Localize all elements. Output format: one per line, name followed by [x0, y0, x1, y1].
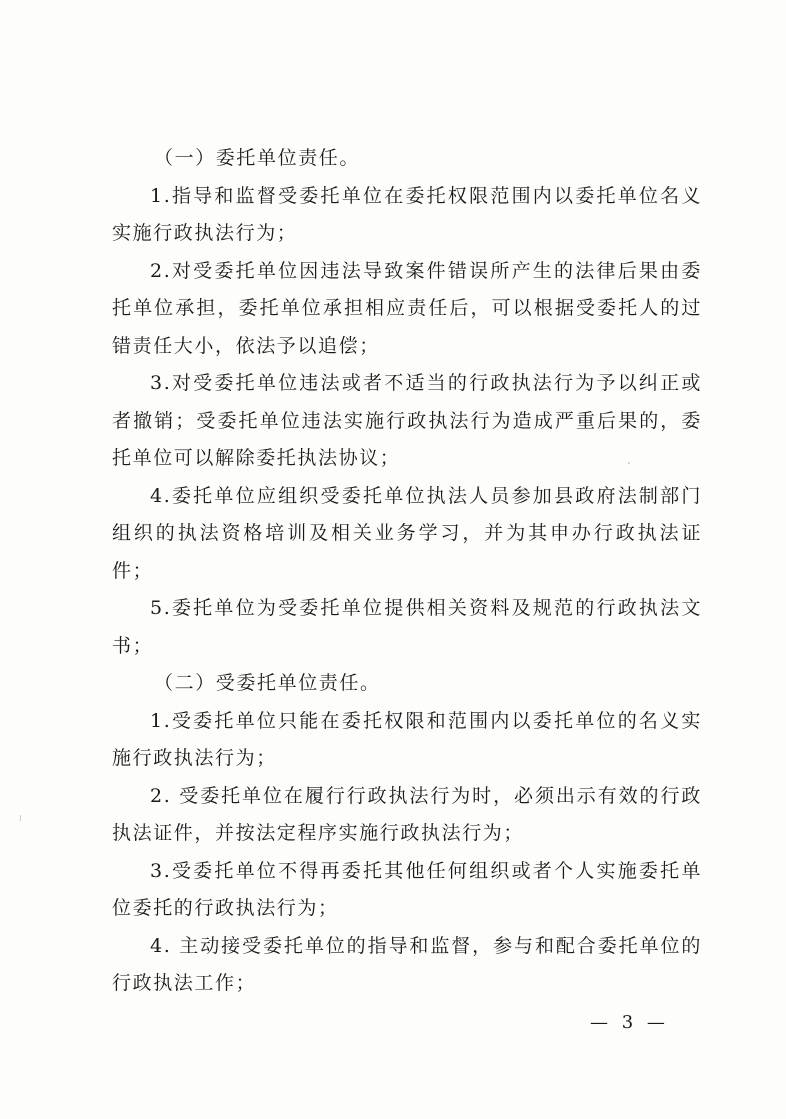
- scan-speck: [20, 815, 21, 821]
- section1-item-1: 1.指导和监督受委托单位在委托权限范围内以委托单位名义实施行政执法行为；: [112, 184, 702, 244]
- section1-item-2: 2.对受委托单位因违法导致案件错误所产生的法律后果由委托单位承担，委托单位承担相应责任后，可以根据受委托人的过错责任大小，依法予以追偿；: [112, 259, 702, 357]
- section-heading-1: （一）委托单位责任。: [154, 147, 361, 169]
- section1-item-5: 5.委托单位为受委托单位提供相关资料及规范的行政执法文书；: [112, 597, 702, 657]
- document-body: [112, 140, 702, 1003]
- section1-item-3: 3.对受委托单位违法或者不适当的行政执法行为予以纠正或者撤销；受委托单位违法实施行政执法行为造成严重后果的，委托单位可以解除委托执法协议；: [112, 372, 702, 469]
- section2-item-3: 3.受委托单位不得再委托其他任何组织或者个人实施委托单位委托的行政执法行为；: [112, 859, 702, 919]
- section-heading-2: （二）受委托单位责任。: [154, 672, 381, 694]
- section2-item-4: 4. 主动接受委托单位的指导和监督，参与和配合委托单位的行政执法工作；: [112, 934, 702, 994]
- page-number: — 3 —: [590, 1012, 669, 1033]
- section2-item-2: 2. 受委托单位在履行行政执法行为时，必须出示有效的行政执法证件，并按法定程序实施行政执法行为；: [112, 784, 702, 844]
- section1-item-4: 4.委托单位应组织受委托单位执法人员参加县政府法制部门组织的执法资格培训及相关业务学习，并为其申办行政执法证件；: [112, 484, 702, 582]
- section2-item-1: 1.受委托单位只能在委托权限和范围内以委托单位的名义实施行政执法行为；: [112, 709, 702, 769]
